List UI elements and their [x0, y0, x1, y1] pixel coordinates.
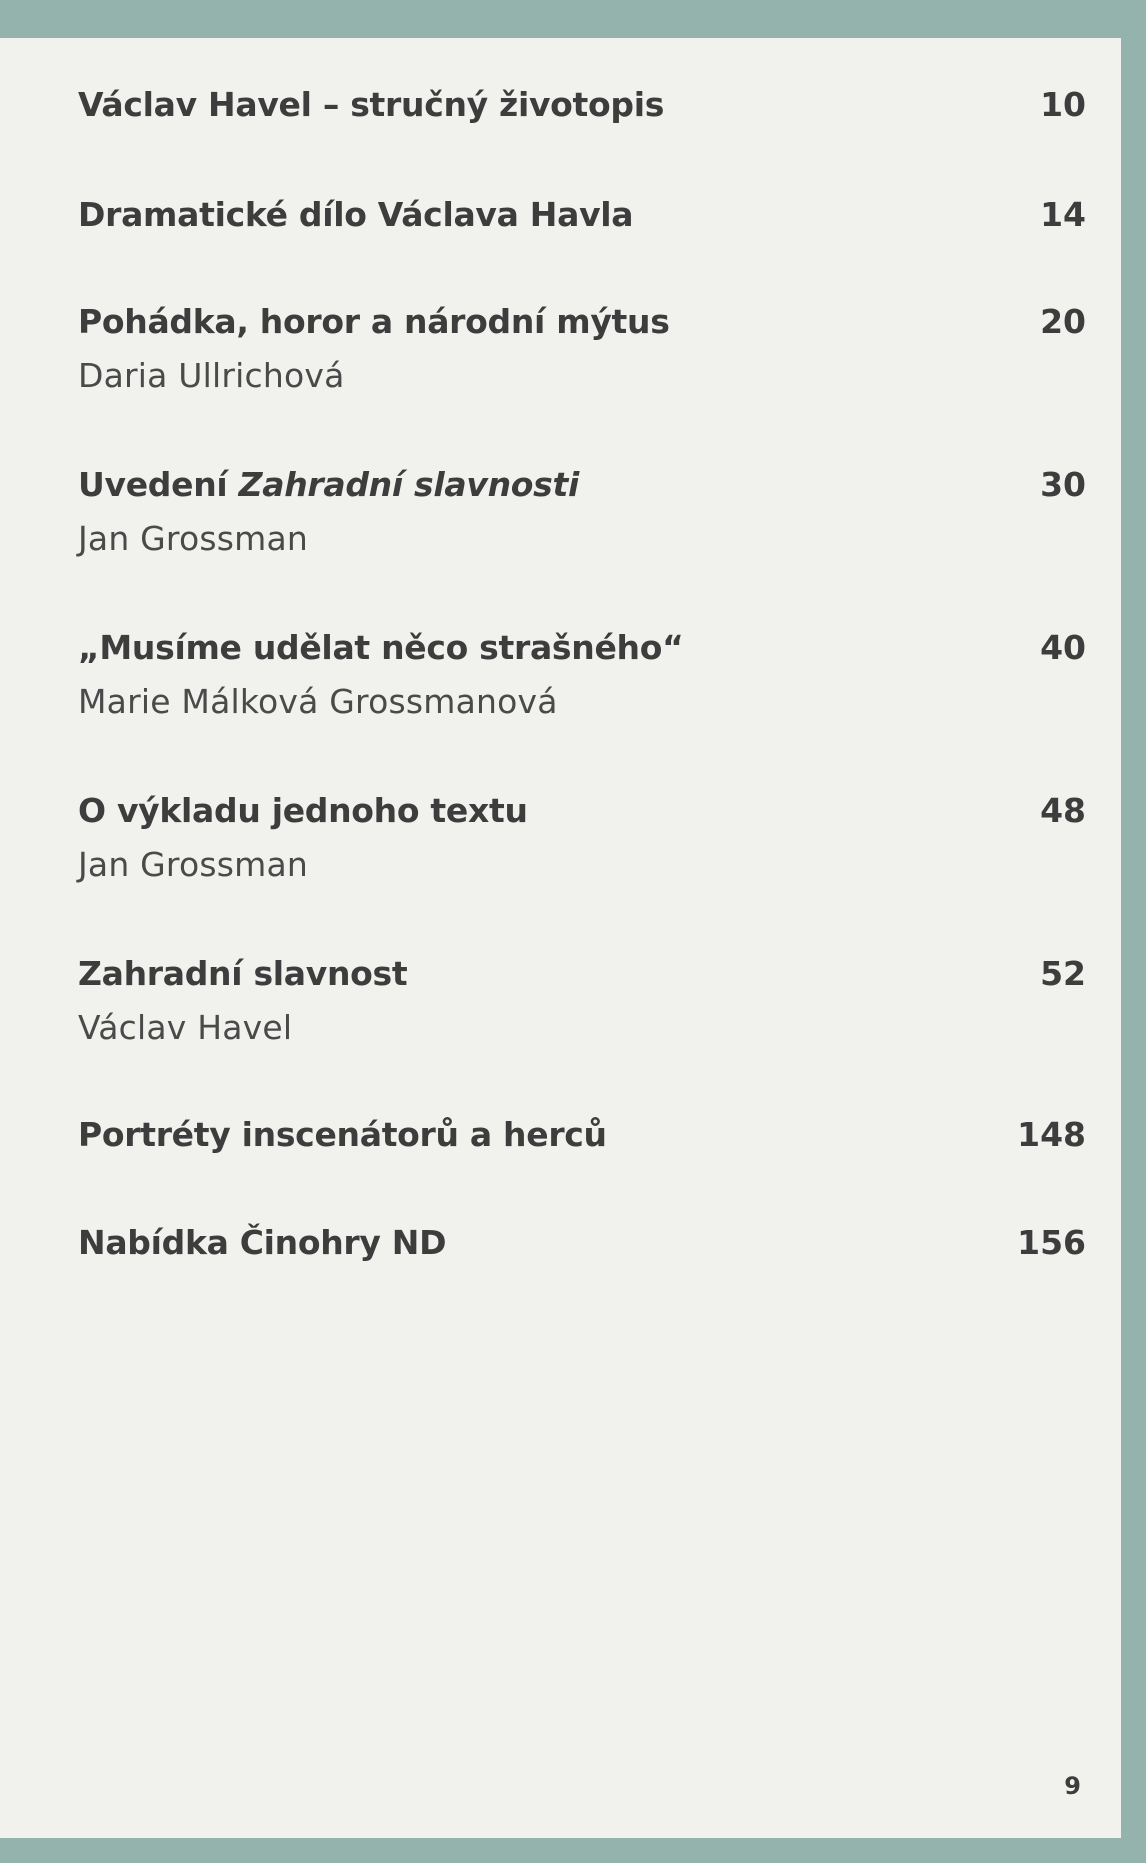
toc-entry-title: Václav Havel – stručný životopis [78, 85, 665, 124]
toc-entry-title: Portréty inscenátorů a herců [78, 1115, 607, 1154]
toc-entry-page: 52 [1040, 954, 1086, 993]
toc-entry[interactable] [78, 789, 1086, 887]
toc-entry[interactable] [78, 463, 1086, 561]
toc-entry-page: 148 [1017, 1115, 1086, 1154]
toc-entry[interactable] [78, 1221, 1086, 1265]
toc-entry-author: Václav Havel [78, 1008, 293, 1047]
toc-entry-title: Zahradní slavnost [78, 954, 408, 993]
toc-entry-page: 30 [1040, 465, 1086, 504]
table-of-contents [0, 38, 1121, 1838]
toc-entry-page: 10 [1040, 85, 1086, 124]
toc-entry[interactable] [78, 83, 1086, 127]
toc-entry-title: „Musíme udělat něco strašného“ [78, 628, 684, 667]
toc-entry-page: 20 [1040, 302, 1086, 341]
toc-entry-page: 48 [1040, 791, 1086, 830]
toc-entry-title-italic: Zahradní slavnosti [238, 465, 579, 504]
toc-entry[interactable] [78, 626, 1086, 724]
toc-entry-title: Dramatické dílo Václava Havla [78, 195, 634, 234]
toc-entry-page: 40 [1040, 628, 1086, 667]
toc-entry-author: Daria Ullrichová [78, 356, 345, 395]
toc-entry-page: 14 [1040, 195, 1086, 234]
toc-entry-title-prefix: Uvedení [78, 465, 239, 504]
toc-entry[interactable] [78, 1113, 1086, 1157]
toc-entry[interactable] [78, 952, 1086, 1050]
toc-entry-title: Nabídka Činohry ND [78, 1223, 447, 1262]
toc-entry-title: Pohádka, horor a národní mýtus [78, 302, 670, 341]
toc-entry-title: O výkladu jednoho textu [78, 791, 528, 830]
page-sheet [0, 38, 1121, 1838]
toc-entry-author: Marie Málková Grossmanová [78, 682, 558, 721]
toc-entry-page: 156 [1017, 1223, 1086, 1262]
toc-entry-title [78, 463, 1086, 507]
toc-entry-author: Jan Grossman [78, 845, 309, 884]
toc-entry-author: Jan Grossman [78, 519, 309, 558]
toc-entry[interactable] [78, 300, 1086, 398]
toc-entry[interactable] [78, 193, 1086, 237]
page-number: 9 [1064, 1772, 1081, 1800]
